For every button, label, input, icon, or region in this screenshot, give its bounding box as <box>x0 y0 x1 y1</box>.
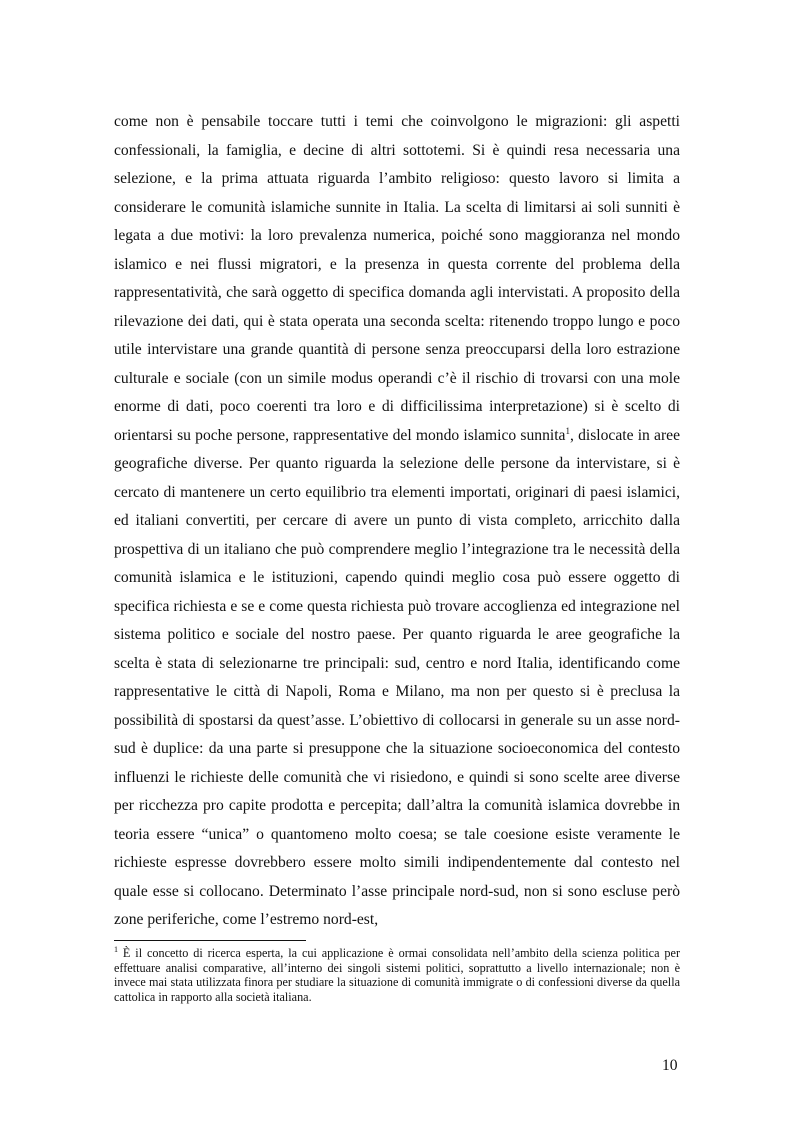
body-text-part-2: , dislocate in aree geografiche diverse. Per quanto riguarda la selezione delle persone da intervistare, si è cercato di mantenere un certo equilibrio tra elementi importati, originari di paesi islamici, ed italiani convertiti, per cercare di avere un punto di vista completo, arricchito dalla prospettiva di un italiano che può comprendere meglio l’integrazione tra le necessità della comunità islamica e le istituzioni, capendo quindi meglio cosa può essere oggetto di specifica richiesta e se e come questa richiesta può trovare accoglienza ed integrazione nel sistema politico e sociale del nostro paese. Per quanto riguarda le aree geografiche la scelta è stata di selezionarne tre principali: sud, centro e nord Italia, identificando come rappresentative le città di Napoli, Roma e Milano, ma non per questo si è preclusa la possibilità di spostarsi da quest’asse. L’obiettivo di collocarsi in generale su un asse nord-sud è duplice: da una parte si presuppone che la situazione socioeconomica del contesto influenzi le richieste delle comunità che vi risiedono, e quindi si sono scelte aree diverse per ricchezza pro capite prodotta e percepita; dall’altra la comunità islamica dovrebbe in teoria essere “unica” o quantomeno molto coesa; se tale coesione esiste veramente le richieste espresse dovrebbero essere molto simili indipendentemente dal contesto nel quale esse si collocano. Determinato l’asse principale nord-sud, non si sono escluse però zone periferiche, come l’estremo nord-est, <box>114 426 680 928</box>
footnote-marker: 1 <box>114 945 118 954</box>
body-paragraph <box>114 108 680 935</box>
footnote-text: È il concetto di ricerca esperta, la cui applicazione è ormai consolidata nell’ambito della scienza politica per effettuare analisi comparative, all’interno dei singoli sistemi politici, soprattutto a livello internazionale; non è invece mai stata utilizzata finora per studiare la situazione di comunità immigrate o di confessioni diverse da quella cattolica in rapporto alla società italiana. <box>114 946 680 1004</box>
footnote-reference[interactable]: 1 <box>565 425 570 436</box>
footnote-separator <box>114 940 306 941</box>
footnote <box>114 946 680 1004</box>
page-number: 10 <box>662 1057 678 1074</box>
body-text-part-1: come non è pensabile toccare tutti i temi che coinvolgono le migrazioni: gli aspetti confessionali, la famiglia, e decine di altri sottotemi. Si è quindi resa necessaria una selezione, e la prima attuata riguarda l’ambito religioso: questo lavoro si limita a considerare le comunità islamiche sunnite in Italia. La scelta di limitarsi ai soli sunniti è legata a due motivi: la loro prevalenza numerica, poiché sono maggioranza nel mondo islamico e nei flussi migratori, e la presenza in questa corrente del problema della rappresentatività, che sarà oggetto di specifica domanda agli intervistati. A proposito della rilevazione dei dati, qui è stata operata una seconda scelta: ritenendo troppo lungo e poco utile intervistare una grande quantità di persone senza preoccuparsi della loro estrazione culturale e sociale (con un simile modus operandi c’è il rischio di trovarsi con una mole enorme di dati, poco coerenti tra loro e di difficilissima interpretazione) si è scelto di orientarsi su poche persone, rappresentative del mondo islamico sunnita <box>114 113 680 444</box>
